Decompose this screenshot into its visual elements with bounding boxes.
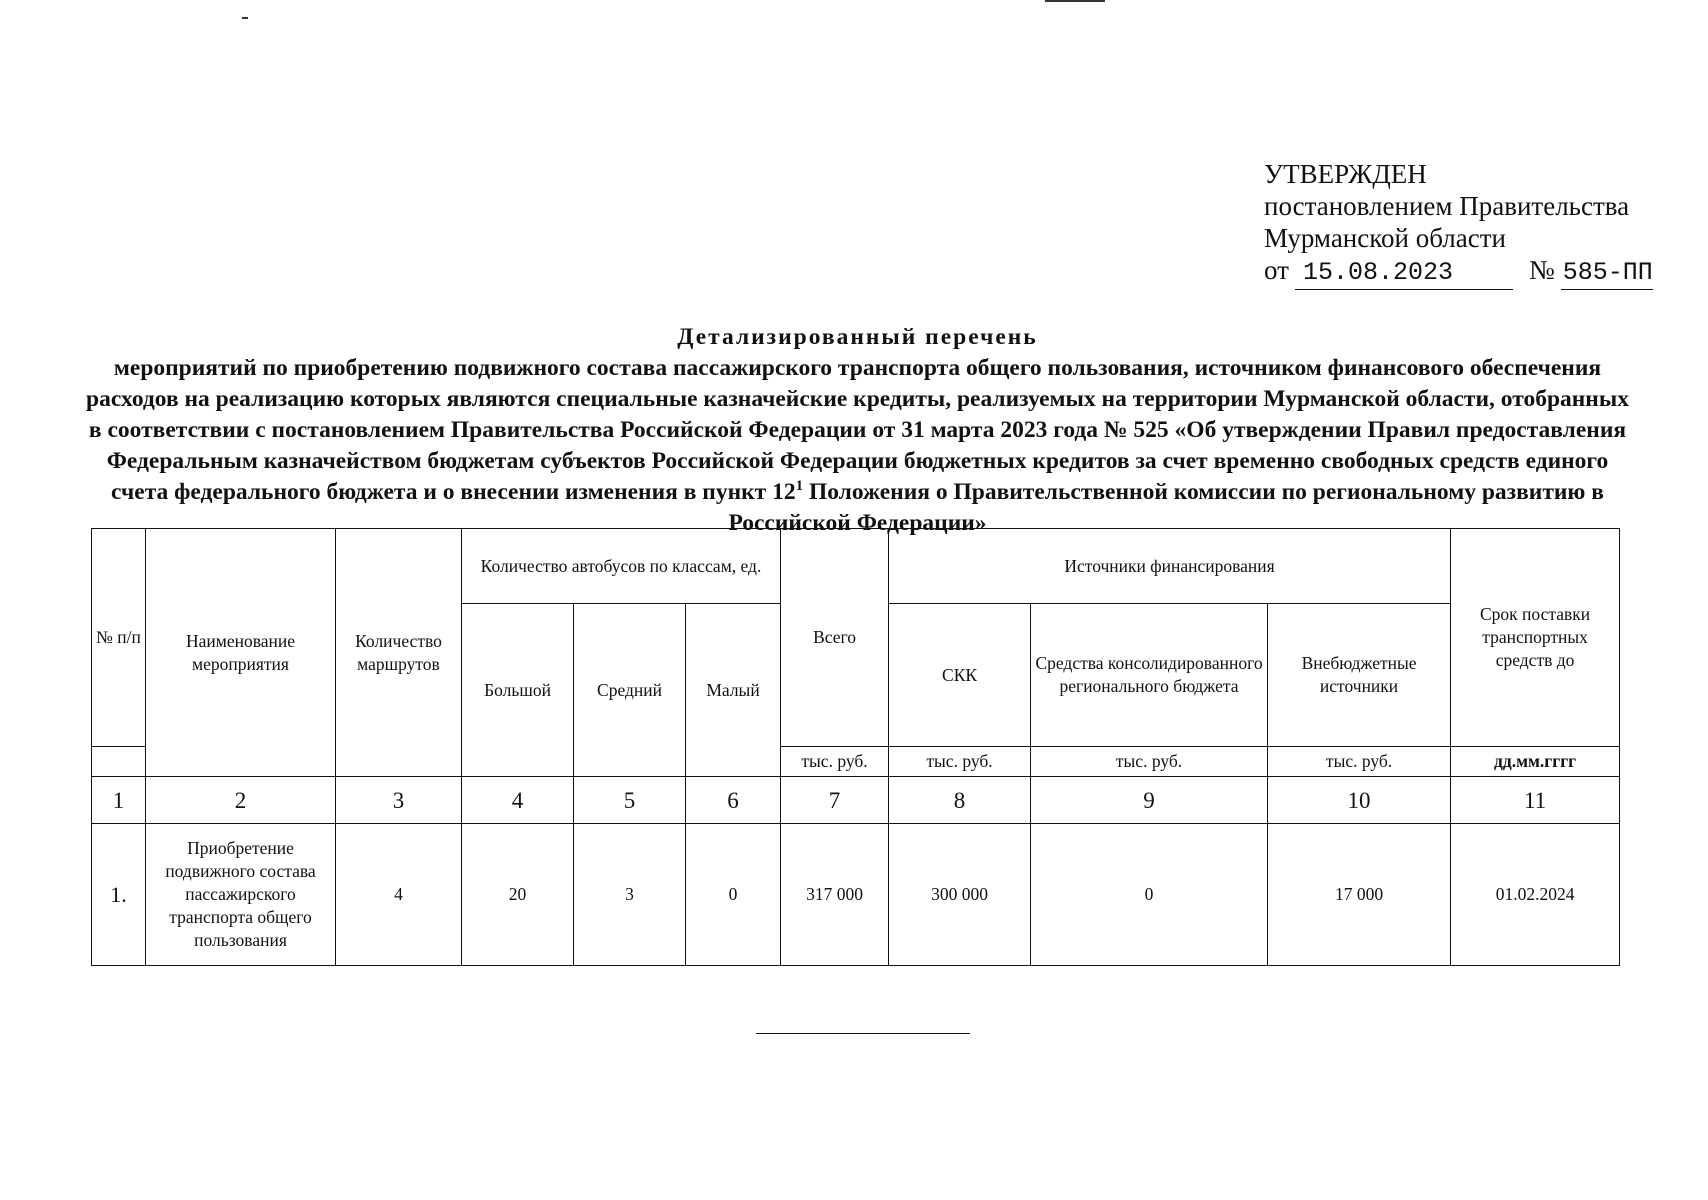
column-number: 10 xyxy=(1268,777,1451,824)
approval-line-1: постановлением Правительства xyxy=(1264,191,1630,221)
row-total: 317 000 xyxy=(781,824,889,966)
units-num-cell xyxy=(92,747,146,777)
column-number: 9 xyxy=(1031,777,1268,824)
scan-mark-top xyxy=(242,17,248,19)
header-num: № п/п xyxy=(92,529,146,747)
row-deadline: 01.02.2024 xyxy=(1451,824,1620,966)
column-numbers-row xyxy=(92,777,1620,824)
approval-date: 15.08.2023 xyxy=(1295,257,1513,290)
row-routes: 4 xyxy=(336,824,462,966)
approval-date-line xyxy=(1264,254,1653,290)
header-medium: Средний xyxy=(574,604,686,777)
measures-table xyxy=(91,528,1620,966)
column-number: 3 xyxy=(336,777,462,824)
header-routes: Количество маршрутов xyxy=(336,529,462,777)
row-num: 1. xyxy=(92,824,146,966)
header-small: Малый xyxy=(686,604,781,777)
approval-status: УТВЕРЖДЕН xyxy=(1264,159,1427,189)
column-number: 7 xyxy=(781,777,889,824)
row-extra: 17 000 xyxy=(1268,824,1451,966)
column-number: 6 xyxy=(686,777,781,824)
approval-number: 585-ПП xyxy=(1561,257,1653,290)
approval-line-2: Мурманской области xyxy=(1264,223,1506,253)
date-prefix: от xyxy=(1264,255,1289,285)
title-ending: Положения о Правительственной комиссии по региональному развитию в Российской Федерации» xyxy=(728,479,1604,536)
unit-total: тыс. руб. xyxy=(781,747,889,777)
row-large: 20 xyxy=(462,824,574,966)
unit-deadline: дд.мм.гггг xyxy=(1451,747,1620,777)
closing-rule xyxy=(756,1033,970,1034)
header-extra: Внебюджетные источники xyxy=(1268,604,1451,747)
title-ref-base: 12 xyxy=(772,479,796,505)
table-row xyxy=(92,824,1620,966)
title-heading: Детализированный перечень xyxy=(677,324,1038,350)
row-medium: 3 xyxy=(574,824,686,966)
column-number: 4 xyxy=(462,777,574,824)
header-large: Большой xyxy=(462,604,574,777)
column-number: 5 xyxy=(574,777,686,824)
header-skk: СКК xyxy=(889,604,1031,747)
row-small: 0 xyxy=(686,824,781,966)
title-ref-sup: 1 xyxy=(795,478,804,495)
header-row-1 xyxy=(92,529,1620,604)
document-title xyxy=(80,322,1635,539)
header-total: Всего xyxy=(781,529,889,747)
column-number: 1 xyxy=(92,777,146,824)
row-name: Приобретение подвижного состава пассажирского транспорта общего пользования xyxy=(146,824,336,966)
header-regional: Средства консолидированного регионального бюджета xyxy=(1031,604,1268,747)
row-skk: 300 000 xyxy=(889,824,1031,966)
number-sign: № xyxy=(1528,255,1555,285)
unit-regional: тыс. руб. xyxy=(1031,747,1268,777)
column-number: 8 xyxy=(889,777,1031,824)
unit-skk: тыс. руб. xyxy=(889,747,1031,777)
column-number: 2 xyxy=(146,777,336,824)
header-name: Наименование мероприятия xyxy=(146,529,336,777)
scan-mark-top-right xyxy=(1045,0,1105,2)
column-number: 11 xyxy=(1451,777,1620,824)
header-buses-group: Количество автобусов по классам, ед. xyxy=(462,529,781,604)
unit-extra: тыс. руб. xyxy=(1268,747,1451,777)
header-deadline: Срок поставки транспортных средств до xyxy=(1451,529,1620,747)
approval-stamp xyxy=(1264,158,1653,290)
row-regional: 0 xyxy=(1031,824,1268,966)
header-sources-group: Источники финансирования xyxy=(889,529,1451,604)
title-body-text: мероприятий по приобретению подвижного состава пассажирского транспорта общего пользования, источником финансового обеспечения расходов на реализацию которых являются специальные казначейские кредиты, реализуемых на территории Мурманской области, отобранных в соответствии с постановлением Правительства Российской Федерации от 31 марта 2023 года № 525 «Об утверждении Правил предоставления Федеральным казначейством бюджетам субъектов Российской Федерации бюджетных кредитов за счет временно свободных средств единого счета федерального бюджета и о внесении изменения в пункт xyxy=(86,355,1629,505)
title-body xyxy=(80,353,1635,539)
